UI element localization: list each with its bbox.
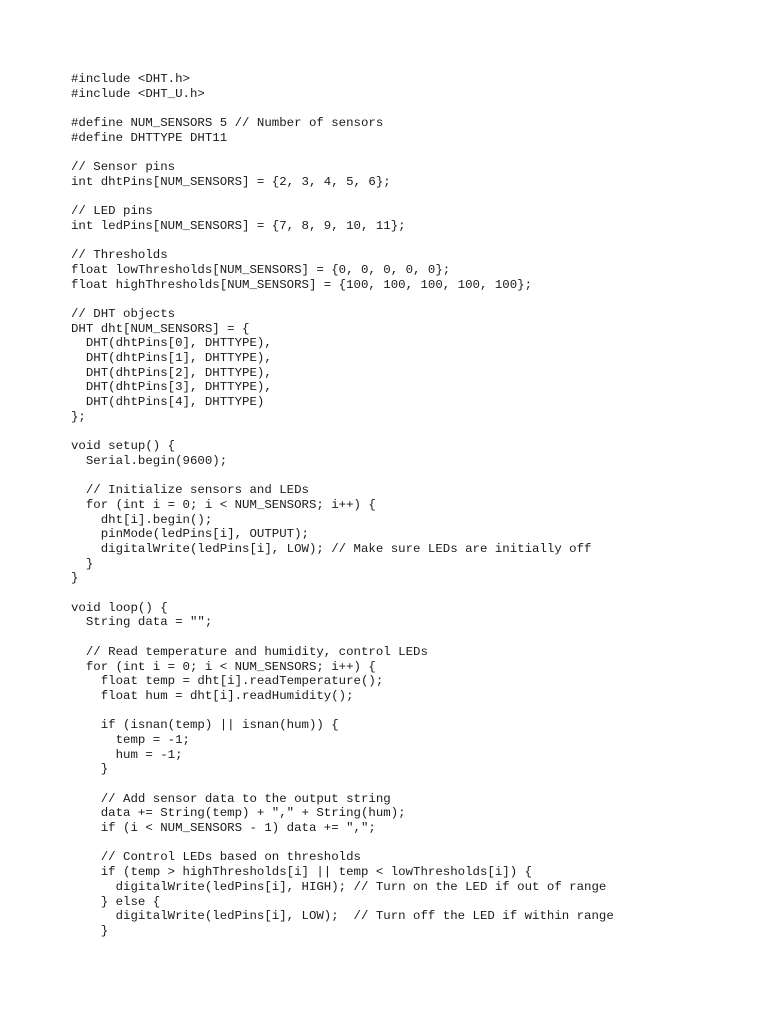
code-line: if (temp > highThresholds[i] || temp < lowThresholds[i]) { [71,865,533,880]
code-line: if (i < NUM_SENSORS - 1) data += ","; [71,821,376,836]
code-line [71,836,614,851]
code-line: DHT(dhtPins[1], DHTTYPE), [71,351,272,366]
code-line: DHT(dhtPins[4], DHTTYPE) [71,395,265,410]
code-line: } [71,923,109,938]
code-line: digitalWrite(ledPins[i], HIGH); // Turn on the LED if out of range [71,879,607,894]
code-line: temp = -1; [71,732,190,747]
code-line: #include <DHT_U.h> [71,86,205,101]
code-line: DHT dht[NUM_SENSORS] = { [71,321,250,336]
code-line: int dhtPins[NUM_SENSORS] = {2, 3, 4, 5, 6}; [71,174,391,189]
code-line: pinMode(ledPins[i], OUTPUT); [71,527,309,542]
code-line: // DHT objects [71,307,176,321]
code-line: float hum = dht[i].readHumidity(); [71,688,354,703]
code-line: #include <DHT.h> [71,72,190,86]
code-line: // Initialize sensors and LEDs [71,483,309,498]
code-line: DHT(dhtPins[3], DHTTYPE), [71,380,272,395]
code-line: // LED pins [71,204,153,219]
code-line: digitalWrite(ledPins[i], LOW); // Turn off the LED if within range [71,909,614,924]
code-line [71,704,614,719]
code-line: hum = -1; [71,747,183,762]
code-line [71,777,614,792]
code-line: // Control LEDs based on thresholds [71,850,361,865]
code-line [71,101,614,116]
code-line: }; [71,409,86,424]
code-block [71,72,614,939]
code-line: // Add sensor data to the output string [71,791,391,806]
code-line: void setup() { [71,439,176,454]
code-line: for (int i = 0; i < NUM_SENSORS; i++) { [71,659,376,674]
code-line: dht[i].begin(); [71,512,213,527]
code-line: String data = ""; [71,615,213,630]
code-line: } [71,556,94,571]
code-line [71,292,614,307]
code-line [71,586,614,601]
code-line: } else { [71,894,161,909]
code-line: if (isnan(temp) || isnan(hum)) { [71,718,339,733]
code-line: float lowThresholds[NUM_SENSORS] = {0, 0, 0, 0, 0}; [71,262,451,277]
code-line: #define NUM_SENSORS 5 // Number of sensors [71,116,384,131]
code-line: int ledPins[NUM_SENSORS] = {7, 8, 9, 10, 11}; [71,218,406,233]
code-line: for (int i = 0; i < NUM_SENSORS; i++) { [71,497,376,512]
code-line: } [71,571,79,586]
code-line: // Read temperature and humidity, control LEDs [71,644,428,659]
code-line: digitalWrite(ledPins[i], LOW); // Make sure LEDs are initially off [71,542,592,556]
code-line: // Thresholds [71,248,168,263]
code-line: Serial.begin(9600); [71,453,228,468]
code-line [71,469,614,484]
code-line [71,145,614,160]
code-line: float temp = dht[i].readTemperature(); [71,674,384,689]
code-line: // Sensor pins [71,160,176,175]
code-line [71,425,614,440]
code-line: #define DHTTYPE DHT11 [71,130,228,145]
code-line: } [71,762,109,777]
code-line [71,630,614,645]
code-line [71,190,614,205]
code-line [71,234,614,249]
code-line: void loop() { [71,600,168,615]
code-line: float highThresholds[NUM_SENSORS] = {100, 100, 100, 100, 100}; [71,277,533,292]
code-line: DHT(dhtPins[2], DHTTYPE), [71,365,272,380]
code-line: data += String(temp) + "," + String(hum); [71,806,406,821]
code-line: DHT(dhtPins[0], DHTTYPE), [71,336,272,351]
